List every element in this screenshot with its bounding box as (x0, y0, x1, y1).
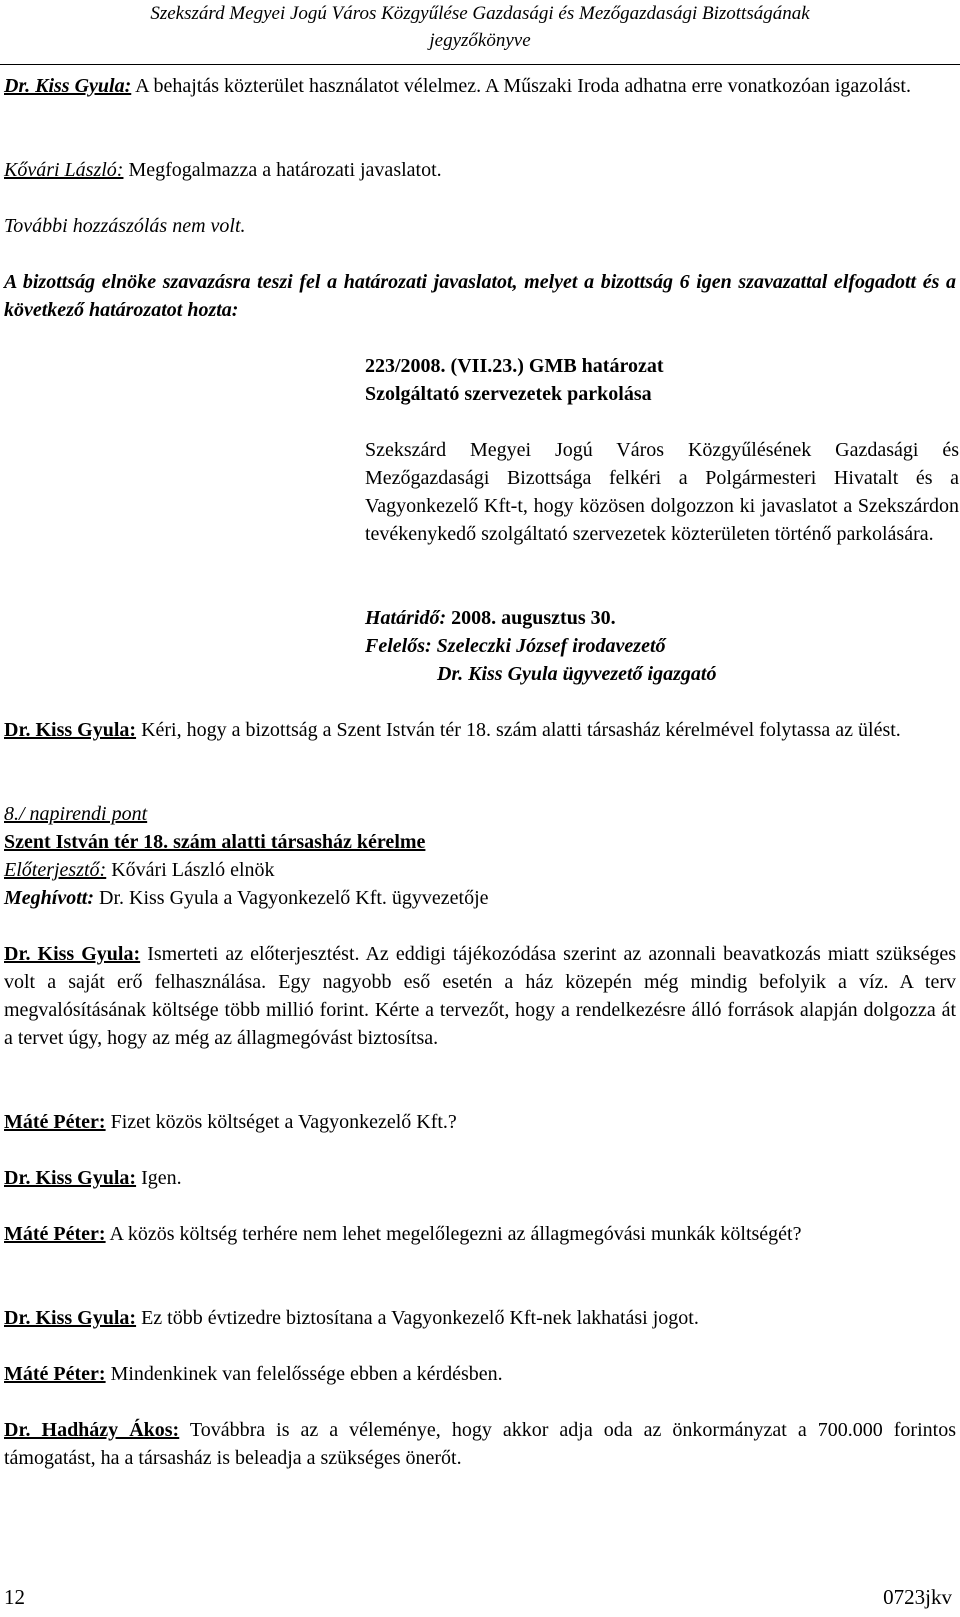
paragraph-kiss-1 (4, 72, 956, 100)
speaker-name: Máté Péter: (4, 1223, 106, 1245)
paragraph-text: A behajtás közterület használatot vélelmez. A Műszaki Iroda adhatna erre vonatkozóan igazolást. (131, 75, 911, 97)
invited-value: Dr. Kiss Gyula a Vagyonkezelő Kft. ügyvezetője (94, 887, 489, 909)
paragraph-kovari (4, 156, 956, 184)
paragraph-kiss-2 (4, 716, 956, 744)
paragraph-text: Megfogalmazza a határozati javaslatot. (123, 159, 442, 181)
paragraph-text: Igen. (136, 1167, 182, 1189)
paragraph-text: Fizet közös költséget a Vagyonkezelő Kft.? (105, 1111, 457, 1133)
responsible-label: Felelős: (365, 635, 432, 657)
document-code: 0723jkv (883, 1585, 952, 1609)
paragraph-kiss-5 (4, 1304, 956, 1332)
speaker-name: Máté Péter: (4, 1111, 106, 1133)
speaker-name: Dr. Kiss Gyula: (4, 943, 141, 965)
paragraph-text: Kéri, hogy a bizottság a Szent István tér 18. szám alatti társasház kérelmével folytassa az ülést. (136, 719, 901, 741)
paragraph-text: Mindenkinek van felelőssége ebben a kérdésben. (105, 1363, 503, 1385)
paragraph-text: Ismerteti az előterjesztést. Az eddigi tájékozódása szerint az azonnali beavatkozás miatt szükséges volt a saját erő felhasználása. Egy nagyobb eső esetén a ház közepén még mindig befolyik a víz. A terv megvalósításának költsége több millió forint. Kérte a tervezőt, hogy a rendelkezésre álló források alapján dolgozza át a tervet úgy, hogy az még az állagmegóvást biztosítsa. (4, 943, 957, 1049)
speaker-name: Dr. Kiss Gyula: (4, 719, 137, 741)
speaker-name: Dr. Hadházy Ákos: (4, 1419, 180, 1441)
paragraph-kiss-4 (4, 1164, 956, 1192)
resolution-number: 223/2008. (VII.23.) GMB határozat (365, 355, 664, 377)
speaker-name: Máté Péter: (4, 1363, 106, 1385)
presenter-label: Előterjesztő: (4, 859, 107, 881)
speaker-name: Kővári László: (4, 159, 124, 181)
paragraph-kiss-3 (4, 940, 956, 1052)
presenter-value: Kővári László elnök (106, 859, 275, 881)
speaker-name: Dr. Kiss Gyula: (4, 75, 132, 97)
paragraph-mate-1 (4, 1108, 956, 1136)
agenda-number: 8./ napirendi pont (4, 803, 148, 825)
invited-label: Meghívott: (4, 887, 94, 909)
paragraph-no-comments: További hozzászólás nem volt. (4, 215, 246, 237)
header-divider (0, 64, 960, 65)
responsible-value: Szeleczki József irodavezető (431, 635, 666, 657)
deadline-label: Határidő: (365, 607, 447, 629)
header-subtitle: jegyzőkönyve (429, 30, 531, 51)
speaker-name: Dr. Kiss Gyula: (4, 1167, 137, 1189)
resolution-deadline (365, 604, 959, 632)
header-title: Szekszárd Megyei Jogú Város Közgyűlése Gazdasági és Mezőgazdasági Bizottságának (150, 3, 810, 24)
speaker-name: Dr. Kiss Gyula: (4, 1307, 137, 1329)
paragraph-text: Ez több évtizedre biztosítana a Vagyonkezelő Kft-nek lakhatási jogot. (136, 1307, 699, 1329)
page-number: 12 (4, 1585, 25, 1609)
paragraph-text: Továbbra is az a véleménye, hogy akkor adja oda az önkormányzat a 700.000 forintos támogatást, ha a társasház is beleadja a szükséges önerőt. (4, 1419, 956, 1469)
agenda-invited (4, 884, 956, 912)
paragraph-text: A közös költség terhére nem lehet megelőlegezni az állagmegóvási munkák költségét? (105, 1223, 802, 1245)
deadline-value: 2008. augusztus 30. (446, 607, 616, 629)
resolution-responsible (365, 632, 959, 660)
resolution-responsible-2: Dr. Kiss Gyula ügyvezető igazgató (437, 663, 717, 685)
paragraph-mate-3 (4, 1360, 956, 1388)
agenda-presenter (4, 856, 956, 884)
resolution-body: Szekszárd Megyei Jogú Város Közgyűlésének Gazdasági és Mezőgazdasági Bizottsága felkéri a Polgármesteri Hivatalt és a Vagyonkezelő Kft-t, hogy közösen dolgozzon ki javaslatot a Szekszárdon tevékenykedő szolgáltató szervezetek közterületen történő parkolására. (365, 439, 959, 545)
paragraph-hadhazy (4, 1416, 956, 1472)
page-header (0, 0, 960, 64)
agenda-title: Szent István tér 18. szám alatti társasház kérelme (4, 831, 426, 853)
paragraph-vote: A bizottság elnöke szavazásra teszi fel a határozati javaslatot, melyet a bizottság 6 igen szavazattal elfogadott és a következő határozatot hozta: (4, 271, 956, 321)
resolution-title: Szolgáltató szervezetek parkolása (365, 383, 652, 405)
paragraph-mate-2 (4, 1220, 956, 1248)
